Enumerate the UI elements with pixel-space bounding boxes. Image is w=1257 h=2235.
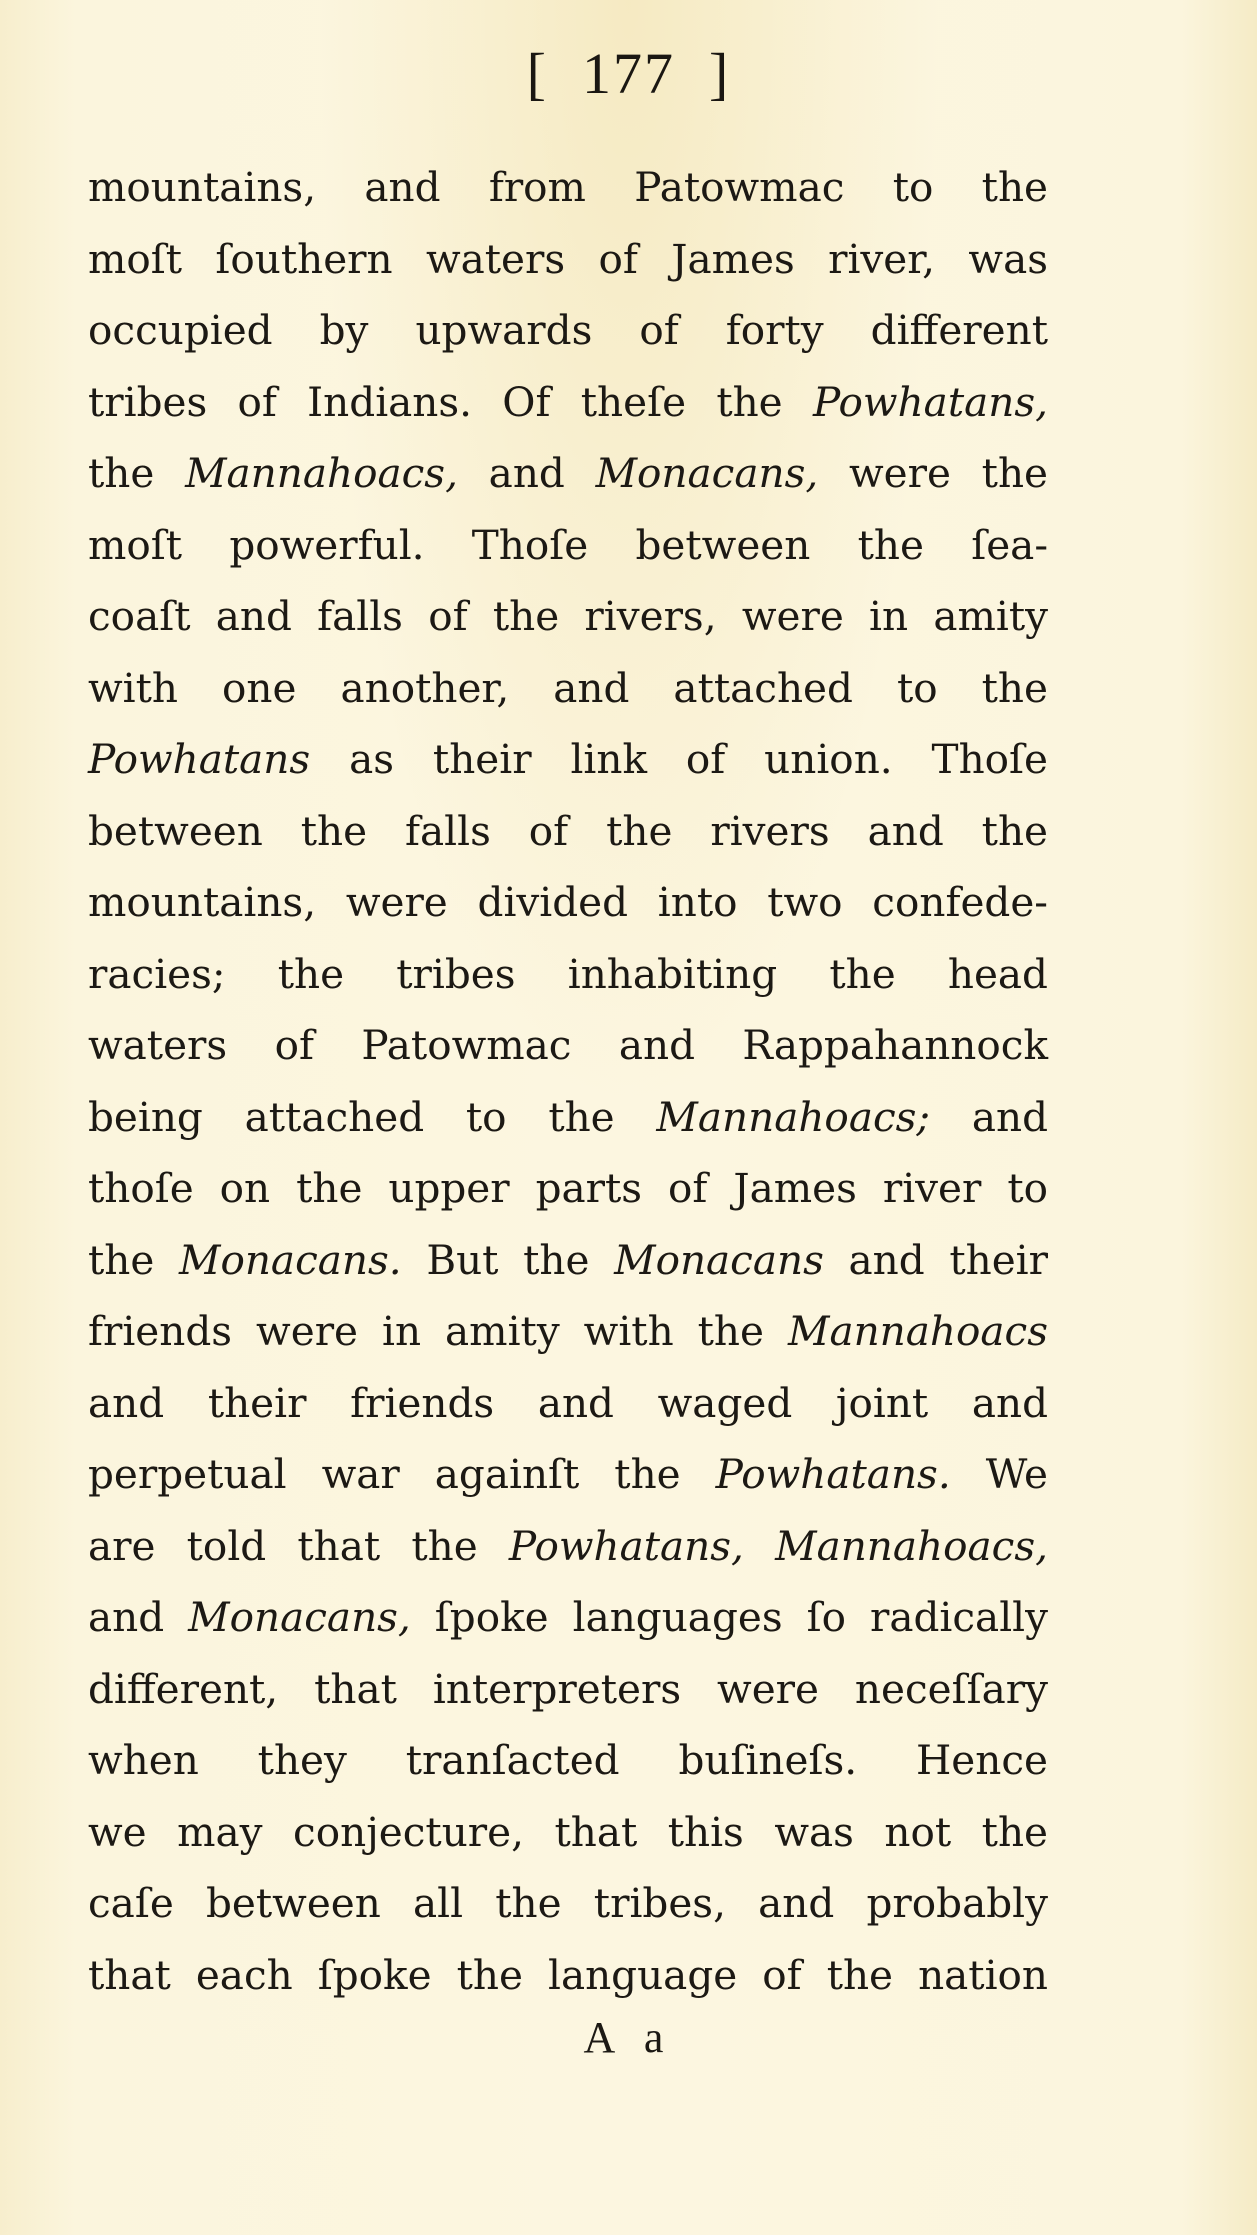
italic-text: Mannahoacs, bbox=[775, 1521, 1048, 1570]
text-line bbox=[88, 224, 1048, 296]
text-run: perpetual war againſt the bbox=[88, 1450, 716, 1498]
text-line bbox=[88, 867, 1048, 939]
text-line bbox=[88, 653, 1048, 725]
page-number: 177 bbox=[582, 41, 675, 106]
text-run: tribes of Indians. Of theſe the bbox=[88, 377, 813, 426]
text-run: and bbox=[457, 449, 596, 497]
header-close-bracket: ] bbox=[709, 41, 731, 106]
text-run: and their friends and waged joint and bbox=[88, 1378, 1048, 1427]
italic-text: Powhatans bbox=[88, 735, 311, 783]
text-run: we may conjecture, that this was not the bbox=[88, 1807, 1048, 1856]
text-run: But the bbox=[401, 1235, 615, 1284]
text-line bbox=[88, 1296, 1048, 1368]
text-line bbox=[88, 1797, 1048, 1869]
text-run: occupied by upwards of forty different bbox=[88, 306, 1048, 354]
text-run: as their link of union. Thoſe bbox=[310, 735, 1048, 783]
text-run: between the falls of the rivers and the bbox=[88, 806, 1048, 855]
text-run: moſt ſouthern waters of James river, was bbox=[88, 234, 1048, 283]
italic-text: Mannahoacs, bbox=[185, 449, 458, 497]
text-run: the bbox=[88, 1235, 179, 1284]
text-line bbox=[88, 796, 1048, 868]
text-line bbox=[88, 438, 1048, 510]
text-run: caſe between all the tribes, and probably bbox=[88, 1879, 1048, 1927]
text-line bbox=[88, 1725, 1048, 1797]
text-run: the bbox=[88, 449, 186, 497]
text-line bbox=[88, 1010, 1048, 1082]
text-line bbox=[88, 295, 1048, 367]
text-run: ſpoke languages ſo radically bbox=[410, 1593, 1048, 1641]
text-line bbox=[88, 1368, 1048, 1440]
text-line bbox=[88, 1153, 1048, 1225]
text-run: friends were in amity with the bbox=[88, 1307, 788, 1355]
italic-text: Mannahoacs bbox=[787, 1307, 1048, 1355]
text-run: are told that the bbox=[88, 1521, 509, 1570]
text-run: and bbox=[930, 1092, 1049, 1141]
text-run: and their bbox=[823, 1235, 1048, 1284]
text-line bbox=[88, 939, 1048, 1011]
text-run: moſt powerful. Thoſe between the ſea- bbox=[88, 520, 1048, 569]
page-header bbox=[0, 40, 1257, 107]
text-run: and bbox=[88, 1593, 189, 1641]
italic-text: Mannahoacs; bbox=[656, 1092, 931, 1141]
italic-text: Powhatans, bbox=[508, 1521, 744, 1570]
text-line bbox=[88, 1940, 1048, 2012]
text-run: that each ſpoke the language of the nation bbox=[88, 1950, 1048, 1999]
italic-text: Powhatans. bbox=[715, 1450, 951, 1498]
text-line bbox=[88, 581, 1048, 653]
text-line bbox=[88, 1582, 1048, 1654]
header-open-bracket: [ bbox=[526, 41, 548, 106]
text-line bbox=[88, 152, 1048, 224]
text-line bbox=[88, 1439, 1048, 1511]
text-run: We bbox=[950, 1450, 1048, 1498]
body-text bbox=[88, 152, 1048, 2011]
text-line bbox=[88, 1082, 1048, 1154]
text-line bbox=[88, 1868, 1048, 1940]
italic-text: Monacans, bbox=[188, 1593, 411, 1641]
text-run: thoſe on the upper parts of James river to bbox=[88, 1164, 1048, 1212]
text-run: coaſt and falls of the rivers, were in amity bbox=[88, 592, 1048, 640]
text-line bbox=[88, 724, 1048, 796]
text-run bbox=[744, 1522, 775, 1570]
text-line bbox=[88, 1511, 1048, 1583]
text-line bbox=[88, 510, 1048, 582]
text-run: being attached to the bbox=[88, 1092, 657, 1141]
text-run: with one another, and attached to the bbox=[88, 663, 1048, 712]
text-run: when they tranſacted buſineſs. Hence bbox=[88, 1736, 1048, 1784]
text-run: racies; the tribes inhabiting the head bbox=[88, 949, 1048, 998]
text-run: were the bbox=[818, 449, 1048, 497]
text-line bbox=[88, 1225, 1048, 1297]
text-run: mountains, were divided into two confede- bbox=[88, 878, 1048, 926]
text-run: waters of Patowmac and Rappahannock bbox=[88, 1021, 1048, 1069]
text-line bbox=[88, 367, 1048, 439]
italic-text: Monacans bbox=[614, 1235, 824, 1284]
signature-mark: A a bbox=[583, 2013, 674, 2062]
italic-text: Monacans, bbox=[595, 449, 819, 497]
text-run: different, that interpreters were neceſſary bbox=[88, 1664, 1048, 1713]
text-run: mountains, and from Patowmac to the bbox=[88, 163, 1048, 211]
italic-text: Monacans. bbox=[179, 1235, 402, 1284]
text-line bbox=[88, 1654, 1048, 1726]
italic-text: Powhatans, bbox=[812, 377, 1048, 426]
